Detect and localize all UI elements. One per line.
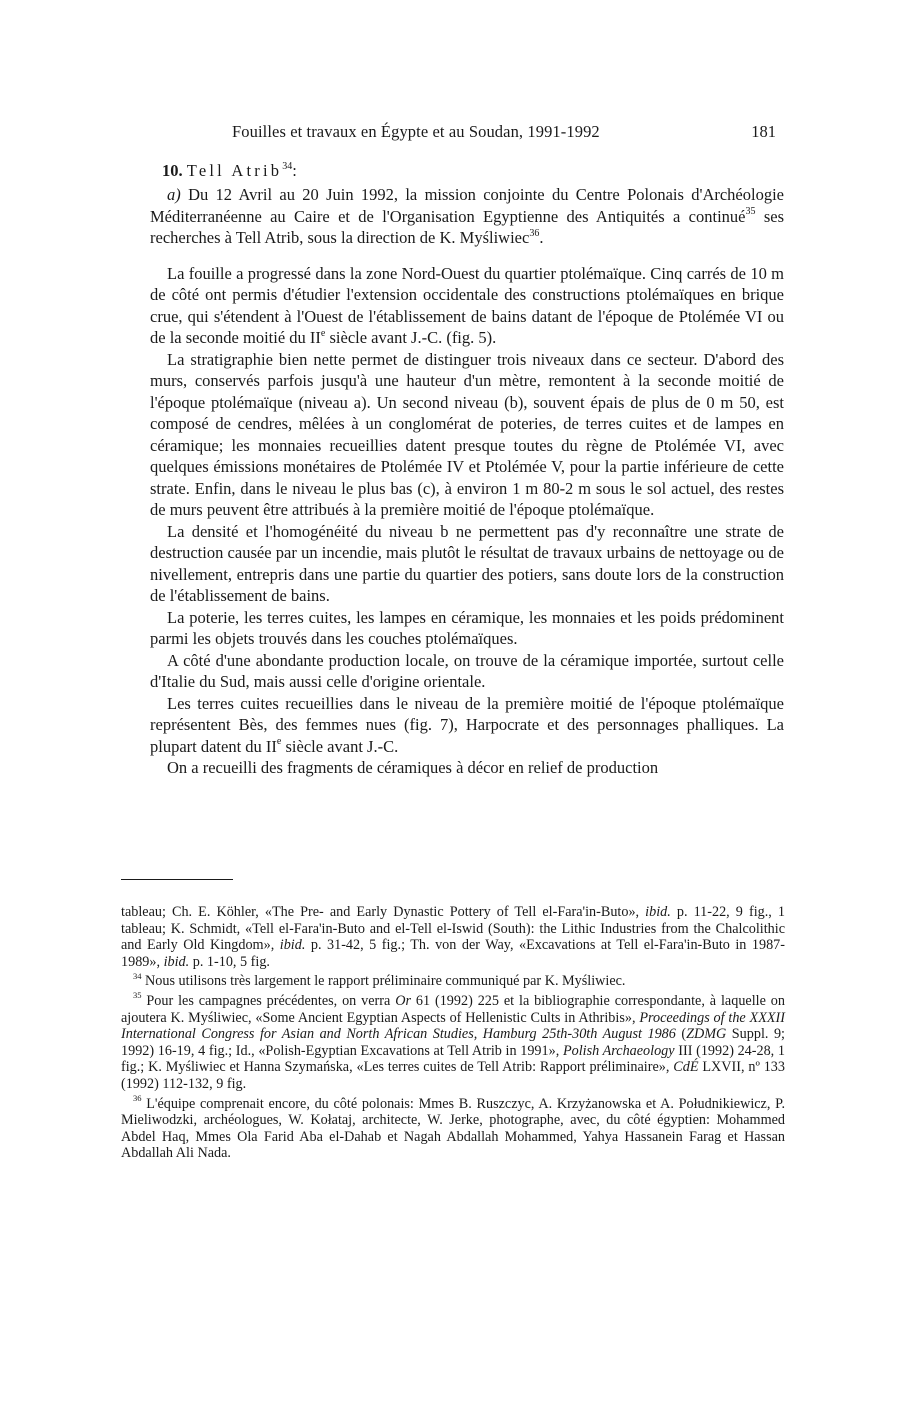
paragraph-8: On a recueilli des fragments de céramiques à décor en relief de production	[167, 758, 659, 777]
paragraph-text: Les terres cuites recueillies dans le niveau de la première moitié de l'époque ptolémaïque représentent Bès, des femmes nues (fig. 7), Harpocrate et des personnages phalliques. La plupart datent du II	[150, 693, 784, 756]
paragraph-6: A côté d'une abondante production locale, on trouve de la céramique importée, surtout celle d'Italie du Sud, mais aussi celle d'origine orientale.	[150, 650, 784, 691]
paragraph-4: La densité et l'homogénéité du niveau b ne permettent pas d'y reconnaître une strate de destruction causée par un incendie, mais plutôt le résultat de travaux urbains de nettoyage ou de nivellement, entrepris dans une partie du quartier des potiers, sans doute lors de la construction de l'établissement de bains.	[150, 521, 784, 605]
page-body	[150, 118, 784, 779]
paragraph-text: siècle avant J.-C.	[281, 736, 399, 756]
running-head	[150, 118, 784, 144]
footnote-ref-35[interactable]: 35	[745, 206, 756, 217]
paragraph-text: Du 12 Avril au 20 Juin 1992, la mission conjointe du Centre Polonais d'Archéologie Méditerranéenne au Caire et de l'Organisation Egyptienne des Antiquités a continué	[150, 185, 784, 226]
footnote-text: Pour les campagnes précédentes, on verra	[141, 992, 396, 1009]
footnote-italic: ZDMG	[686, 1026, 727, 1043]
footnote-text: p. 1-10, 5 fig.	[189, 953, 270, 970]
footnote-text: III (1992) 24-28, 1 fig.; K. Myśliwiec et Hanna Szymańska, «Les terres cuites de Tell Atrib: Rapport préliminaire»,	[121, 1042, 785, 1076]
footnotes	[121, 904, 785, 1165]
footnote-continued	[121, 904, 785, 970]
footnote-number: 35	[133, 990, 142, 1001]
footnote-italic: ibid.	[645, 904, 671, 920]
main-text	[150, 184, 784, 779]
footnote-italic: ibid.	[163, 953, 190, 970]
paragraph-3: La stratigraphie bien nette permet de distinguer trois niveaux dans ce secteur. D'abord des murs, conservés parfois jusqu'à une hauteur d'un mètre, remontent à la seconde moitié de l'époque ptolémaïque (niveau a). Un second niveau (b), souvent épais de plus de 0 m 50, est composé de cendres, mêlées à un conglomérat de poteries, de terres cuites et de lampes en céramique; les monnaies recueillies datent presque toutes du règne de Ptolémée VI, avec quelques émissions monétaires de Ptolémée IV et Ptolémée V, pour la partie inférieure de cette strate. Enfin, dans le niveau le plus bas (c), à environ 1 m 80-2 m sous le sol actuel, des restes de murs peuvent être attribués à la première moitié de l'époque ptolémaïque.	[150, 349, 784, 519]
footnote-separator	[121, 879, 233, 880]
footnote-number: 34	[133, 970, 142, 981]
paragraph-7	[150, 693, 784, 758]
footnote-italic: Polish Archaeology	[562, 1042, 675, 1059]
footnote-italic: ibid.	[279, 937, 306, 954]
superscript: e	[320, 327, 326, 339]
footnote-italic: Proceedings of the XXXII International Congress for Asian and North African Studies, Hamburg 25th-30th August 1986	[121, 1009, 785, 1043]
footnote-text: LXVII, nº 133 (1992) 112-132, 9 fig.	[121, 1059, 785, 1092]
paragraph-text: ses recherches à Tell Atrib, sous la direction de K. Myśliwiec	[150, 206, 784, 247]
paragraph-text: .	[539, 228, 544, 247]
paragraph-2	[150, 263, 784, 349]
section-heading	[150, 160, 784, 182]
running-head-title: Fouilles et travaux en Égypte et au Soudan, 1991-1992	[232, 122, 600, 141]
footnote-number: 36	[133, 1092, 142, 1103]
footnote-text: L'équipe comprenait encore, du côté polonais: Mmes B. Ruszczyc, A. Krzyżanowska et A. Południkiewicz, P. Mieliwodzki, archéologues, W. Kołataj, architecte, W. Jerke, photographe, avec, du côté égyptien: Mohammed Abdel Haq, Mmes Ola Farid Aba el-Dahab et Nagah Abdallah Mohammed, Yahya Hassanein Farag et Hassan Abdallah Ali Nada.	[121, 1095, 785, 1162]
footnote-italic: CdÉ	[673, 1059, 699, 1076]
footnote-text: p. 11-22, 9 fig., 1 tableau; K. Schmidt, «Tell el-Fara'in-Buto and el-Tell el-Iswid (South): the Lithic Industries from the Chalcolithic and Early Old Kingdom»,	[121, 904, 785, 954]
page-number: 181	[751, 122, 776, 141]
paragraph-text: La fouille a progressé dans la zone Nord-Ouest du quartier ptolémaïque. Cinq carrés de 10 m de côté ont permis d'étudier l'extension occidentale des constructions ptolémaïques en brique crue, qui s'étendent à l'Ouest de l'établissement de bains datant de l'époque de Ptolémée VI ou de la seconde moitié du II	[150, 263, 784, 347]
footnote-text: Nous utilisons très largement le rapport préliminaire communiqué par K. Myśliwiec.	[141, 973, 626, 990]
footnote-text: 61 (1992) 225 et la bibliographie correspondante, à laquelle on ajoutera K. Myśliwiec, «Some Ancient Egyptian Aspects of Hellenistic Cults in Athribis»,	[121, 992, 785, 1026]
section-colon: :	[292, 161, 297, 180]
section-title: Tell Atrib	[186, 161, 283, 180]
paragraph-label: a)	[167, 185, 181, 204]
paragraph-text: siècle avant J.-C. (fig. 5).	[325, 328, 497, 347]
footnote-text: p. 31-42, 5 fig.; Th. von der Way, «Excavations at Tell el-Fara'in-Buto in 1987-1989»,	[121, 937, 785, 970]
section-number: 10.	[162, 161, 183, 180]
footnote-34	[121, 970, 785, 990]
paragraph-1	[150, 184, 784, 249]
footnote-text: (	[675, 1026, 687, 1043]
superscript: e	[276, 736, 282, 747]
footnote-36	[121, 1092, 785, 1162]
footnote-35	[121, 990, 785, 1093]
footnote-text: Suppl. 9; 1992) 16-19, 4 fig.; Id., «Polish-Egyptian Excavations at Tell Atrib in 1991»,	[121, 1026, 785, 1059]
footnote-italic: Or	[395, 992, 411, 1009]
footnote-text: tableau; Ch. E. Köhler, «The Pre- and Early Dynastic Pottery of Tell el-Fara'in-Buto»,	[121, 904, 646, 920]
paragraph-5: La poterie, les terres cuites, les lampes en céramique, les monnaies et les poids prédominent parmi les objets trouvés dans les couches ptolémaïques.	[150, 607, 784, 648]
footnote-ref-34[interactable]: 34	[282, 160, 293, 172]
footnote-ref-36[interactable]: 36	[529, 227, 540, 239]
